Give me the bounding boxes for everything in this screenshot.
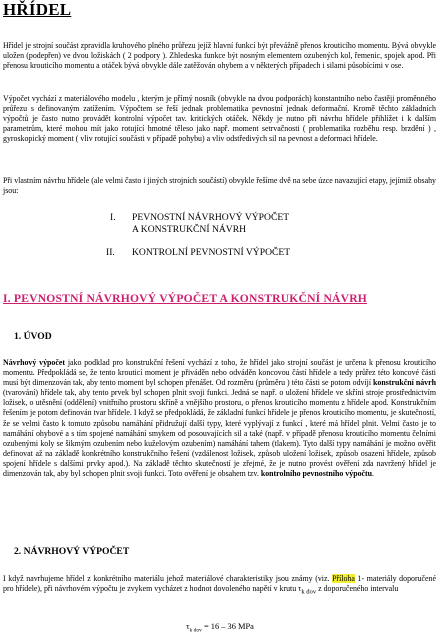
outline-i-line1: PEVNOSTNÍ NÁVRHOVÝ VÝPOČET <box>132 212 290 223</box>
navrh-subscript: k dov <box>301 588 317 596</box>
formula-value: = 16 – 36 MPa <box>201 622 254 631</box>
intro-paragraph-2: Výpočet vychází z materiálového modelu , kterým je přímý nosník (obvykle na dvou podporách) konstantního nebo častěji proměnného průřezu s definovaným zatížením. Výpočtem se řeší jednak problematika pevnostní jednak deformační. Kromě těchto základních výpočtů je často nutno provádět kontrolní výpočet tav. kritických otáček. Někdy je nutno při návrhu hřídele přihlížet i k dalším parametrům, které mohou mít jako rotující hmotné těleso jako např. moment setrvačnosti ( problematika rozběhu resp. brzdění ) , gyroskopický moment ( vliv rotující součásti v případě pohybu) a vliv odstředivých sil na pevnost a deformaci hřídele. <box>3 94 436 144</box>
outline-i-number: I. <box>110 212 116 223</box>
formula-tau-interval <box>0 622 440 634</box>
section-heading: I. PEVNOSTNÍ NÁVRHOVÝ VÝPOČET A KONSTRUKČNÍ NÁVRH <box>3 292 367 305</box>
navrh-paragraph <box>3 574 436 598</box>
uvod-paragraph <box>3 358 436 479</box>
subsection-navrh-heading: 2. NÁVRHOVÝ VÝPOČET <box>14 546 130 557</box>
uvod-text-b: (tvarování) hřídele tak, aby tento prvek byl schopen plnit svoji funkci. Jedná se např. o uložení hřídele ve skříni stroje prostřednictvím ložisek, o utěsnění (oddělení) vnitřního prostoru skříně a vnějšího prostoru, o přenos krouticího momentu z hřídele apod. Konstrukčním řešením je potom definován tvar hřídele. I když se předpokládá, že základní funkcí hřídele je přenos krouticího momentu, je skutečností, že se velmi často k tomuto způsobu namáhání přidružují další typy, které vyplývají z funkcí , které má hřídel plnit. Velmi často je to namáhání ohybové a s tím spojené namáhání smykem od posouvajících sil a také (např. v případě přenosu krouticího momentu čelními ozubenými koly se šikmým ozubením nebo kuželovým ozubením) namáhání tahem (tlakem). Tyto další typy namáhání je možno ověřit definovat až na základě konkrétního konstrukčního řešení (vzdálenost ložisek, způsob uložení ložisek, způsob osazení hřídele, způsob spojení hřídele s dalšími prvky apod.). Na základě těchto skutečností je zřejmé, že je nutno provést ověření zda navržený hřídel je dimenzován tak, aby byl schopen plnit svoji funkci. Toto ověření je obsahem tzv. <box>3 388 436 479</box>
intro-paragraph-3: Při vlastním návrhu hřídele (ale velmi často i jiných strojních součástí) obvykle řešíme dvě na sebe úzce navazující etapy, jejímiž obsahy jsou: <box>3 176 436 196</box>
navrh-text-c: z doporučeného intervalu <box>316 584 399 594</box>
outline-i-line2: A KONSTRUKČNÍ NÁVRH <box>132 224 247 235</box>
outline-ii-number: II. <box>106 247 115 258</box>
page-title: HŘÍDEL <box>3 0 72 19</box>
uvod-bold-term: Návrhový výpočet <box>3 358 65 367</box>
formula-tau: τ <box>186 622 190 631</box>
intro-paragraph-1: Hřídel je strojní součást zpravidla kruhového plného průřezu jejíž hlavní funkcí být převážně přenos krouticího momentu. Bývá obvykle uložen (podepřen) ve dvou ložiskách ( 2 podpory ). Zhledeska funkce být nosným elementem ozubených kol, řemenic, spojek apod. Při přenosu krouticího momentu a otáček bývá obvykle dále zatěžován ohybem a v některých případech i silami působícími v ose. <box>3 41 436 71</box>
uvod-text-end: . <box>372 469 375 479</box>
navrh-text-a: I když navrhujeme hřídel z konkrétního materiálu jehož materiálové charakteristiky jsou známy (viz. <box>3 574 333 583</box>
subsection-uvod-heading: 1. ÚVOD <box>14 331 52 342</box>
uvod-bold-term-2: konstrukční návrh <box>373 378 436 388</box>
navrh-text-b: 1- materiály doporučené pro hřídele), při návrhovém výpočtu je zvykem vycházet z hodnot dovoleného napětí v krutu τ <box>3 574 436 594</box>
formula-subscript: k dov <box>189 627 202 634</box>
outline-ii-line: KONTROLNÍ PEVNOSTNÍ VÝPOČET <box>132 247 291 258</box>
uvod-text-a: jako podklad pro konstrukční řešení vychází z toho, že hřídel jako strojní součást je určena k přenosu krouticího momentu. Předpokládá se, že tento krouticí moment je přiváděn nebo odváděn koncovou částí hřídele a tedy průřez této koncové části musí být dimenzován tak, aby tento moment byl schopen přenášet. Od rozměru (průměru ) této části se potom odvíjí <box>3 358 436 388</box>
uvod-bold-term-3: kontrolního pevnostního výpočtu <box>260 469 373 479</box>
priloha-link[interactable]: Příloha <box>332 574 355 583</box>
